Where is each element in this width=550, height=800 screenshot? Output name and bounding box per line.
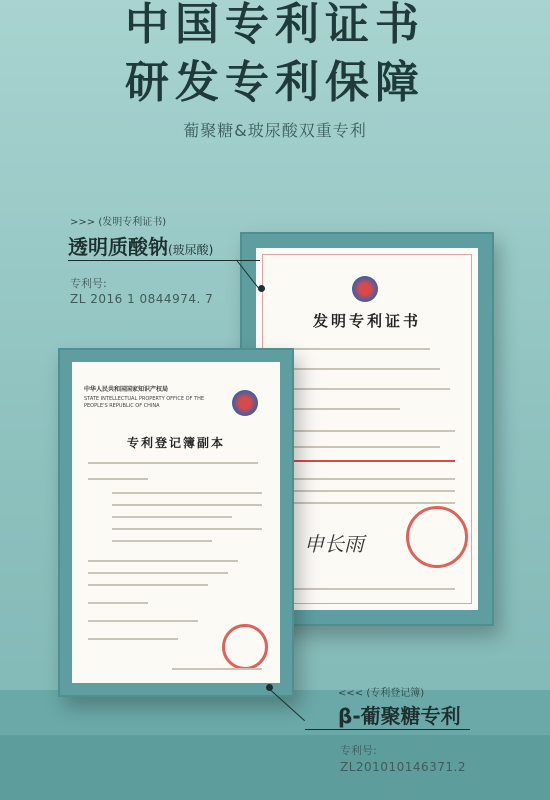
patent1-tag: >>> (发明专利证书) <box>70 217 167 228</box>
subtitle: 葡聚糖&玻尿酸双重专利 <box>183 121 367 140</box>
front-certificate-frame <box>58 348 294 697</box>
patent-office-emblem <box>352 276 378 302</box>
patent2-title: β-葡聚糖专利 <box>338 704 461 728</box>
patent1-pointer-dot <box>258 285 265 292</box>
red-seal <box>406 506 468 568</box>
office-name-en: STATE INTELLECTUAL PROPERTY OFFICE OF THE PEOPLE'S REPUBLIC OF CHINA <box>84 396 205 409</box>
front-certificate-paper <box>72 362 280 683</box>
signature: 申长雨 <box>304 532 364 556</box>
office-name-cn: 中华人民共和国国家知识产权局 <box>84 386 169 393</box>
office-emblem <box>232 390 258 416</box>
patent2-number-label: 专利号: <box>340 744 377 757</box>
heading-line2: 研发专利保障 <box>125 57 425 108</box>
patent2-number: ZL201010146371.2 <box>340 760 466 774</box>
front-certificate-title: 专利登记簿副本 <box>126 436 225 450</box>
patent1-underline <box>68 260 260 261</box>
front-red-seal <box>222 624 268 670</box>
patent2-underline <box>305 729 470 730</box>
patent2-tag: <<< (专利登记簿) <box>338 688 425 699</box>
patent1-number: ZL 2016 1 0844974. 7 <box>70 292 214 306</box>
table-front <box>0 735 550 800</box>
patent1-title-text: 透明质酸钠 <box>68 235 168 259</box>
patent1-number-label: 专利号: <box>70 277 107 290</box>
patent1-note: (玻尿酸) <box>168 243 214 257</box>
back-certificate-title: 发明专利证书 <box>312 312 421 330</box>
heading-line1: 中国专利证书 <box>125 0 425 50</box>
patent1-title <box>68 231 213 260</box>
